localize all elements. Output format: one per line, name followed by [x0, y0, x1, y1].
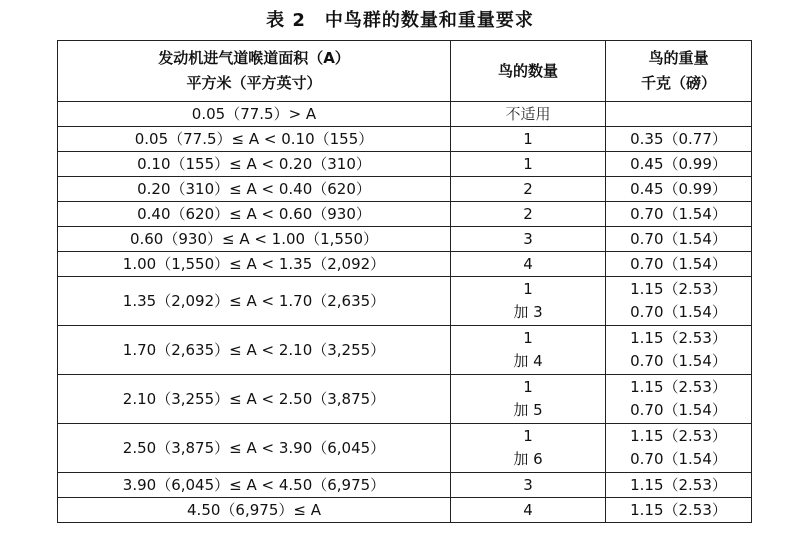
area-cell: 4.50（6,975）≤ A	[58, 498, 451, 523]
count-cell	[451, 152, 606, 177]
weight-cell	[606, 127, 752, 152]
count-value: 1	[523, 378, 533, 396]
table-row	[58, 252, 752, 277]
area-cell: 1.00（1,550）≤ A < 1.35（2,092）	[58, 252, 451, 277]
weight-value: 0.70（1.54）	[630, 229, 727, 248]
area-cell: 1.70（2,635）≤ A < 2.10（3,255）	[58, 326, 451, 375]
weight-value: 1.15（2.53）	[630, 329, 727, 347]
header-count-label: 鸟的数量	[497, 61, 558, 80]
header-area-line1: 发动机进气道喉道面积（A）	[158, 49, 350, 67]
area-cell: 3.90（6,045）≤ A < 4.50（6,975）	[58, 473, 451, 498]
area-cell: 2.50（3,875）≤ A < 3.90（6,045）	[58, 424, 451, 473]
count-value: 1	[523, 280, 533, 298]
weight-cell	[606, 227, 752, 252]
weight-value: 1.15（2.53）	[630, 427, 727, 445]
weight-cell	[606, 277, 752, 326]
weight-cell	[606, 177, 752, 202]
count-value: 1	[523, 129, 533, 148]
table-row	[58, 498, 752, 523]
count-value: 2	[523, 204, 533, 223]
weight-value: 0.70（1.54）	[630, 450, 727, 468]
count-value: 4	[523, 254, 533, 273]
count-value: 加 4	[513, 352, 543, 370]
count-cell	[451, 177, 606, 202]
table-row	[58, 473, 752, 498]
table-body	[58, 102, 752, 523]
table-row	[58, 152, 752, 177]
weight-value: 0.70（1.54）	[630, 303, 727, 321]
count-value: 3	[523, 229, 533, 248]
header-weight	[606, 41, 752, 102]
area-cell: 1.35（2,092）≤ A < 1.70（2,635）	[58, 277, 451, 326]
count-cell	[451, 102, 606, 127]
header-weight-line2: 千克（磅）	[640, 74, 716, 92]
bird-flock-table	[57, 40, 752, 523]
weight-cell	[606, 326, 752, 375]
weight-value: 0.70（1.54）	[630, 204, 727, 223]
count-value: 1	[523, 154, 533, 173]
weight-value: 0.35（0.77）	[630, 129, 727, 148]
count-value: 3	[523, 475, 533, 494]
count-value: 不适用	[505, 104, 551, 123]
weight-value: 0.45（0.99）	[630, 179, 727, 198]
table-row	[58, 375, 752, 424]
area-cell: 0.05（77.5）> A	[58, 102, 451, 127]
header-row	[58, 41, 752, 102]
weight-value: 0.70（1.54）	[630, 401, 727, 419]
table-row	[58, 277, 752, 326]
count-value: 2	[523, 179, 533, 198]
weight-value: 0.45（0.99）	[630, 154, 727, 173]
header-area-line2: 平方米（平方英寸）	[186, 74, 322, 92]
count-cell	[451, 252, 606, 277]
weight-cell	[606, 202, 752, 227]
count-cell	[451, 326, 606, 375]
weight-value: 0.70（1.54）	[630, 352, 727, 370]
weight-cell	[606, 473, 752, 498]
weight-value: 1.15（2.53）	[630, 378, 727, 396]
weight-cell	[606, 375, 752, 424]
weight-cell	[606, 102, 752, 127]
weight-value: 1.15（2.53）	[630, 280, 727, 298]
count-value: 加 3	[513, 303, 543, 321]
area-cell: 0.10（155）≤ A < 0.20（310）	[58, 152, 451, 177]
count-cell	[451, 424, 606, 473]
count-cell	[451, 202, 606, 227]
weight-value: 0.70（1.54）	[630, 254, 727, 273]
table-row	[58, 326, 752, 375]
area-cell: 0.60（930）≤ A < 1.00（1,550）	[58, 227, 451, 252]
weight-cell	[606, 498, 752, 523]
table-title: 表 2 中鸟群的数量和重量要求	[266, 10, 534, 31]
area-cell: 0.20（310）≤ A < 0.40（620）	[58, 177, 451, 202]
table-row	[58, 227, 752, 252]
count-cell	[451, 498, 606, 523]
weight-cell	[606, 152, 752, 177]
count-cell	[451, 277, 606, 326]
weight-value: 1.15（2.53）	[630, 500, 727, 519]
area-cell: 0.40（620）≤ A < 0.60（930）	[58, 202, 451, 227]
count-value: 1	[523, 329, 533, 347]
count-cell	[451, 473, 606, 498]
count-cell	[451, 375, 606, 424]
count-value: 4	[523, 500, 533, 519]
count-cell	[451, 127, 606, 152]
table-row	[58, 127, 752, 152]
header-weight-line1: 鸟的重量	[648, 49, 709, 67]
table-row	[58, 102, 752, 127]
count-value: 1	[523, 427, 533, 445]
count-value: 加 5	[513, 401, 543, 419]
count-value: 加 6	[513, 450, 543, 468]
table-row	[58, 424, 752, 473]
table-row	[58, 202, 752, 227]
count-cell	[451, 227, 606, 252]
weight-cell	[606, 252, 752, 277]
weight-cell	[606, 424, 752, 473]
header-count	[451, 41, 606, 102]
table-row	[58, 177, 752, 202]
header-area	[58, 41, 451, 102]
area-cell: 0.05（77.5）≤ A < 0.10（155）	[58, 127, 451, 152]
area-cell: 2.10（3,255）≤ A < 2.50（3,875）	[58, 375, 451, 424]
weight-value: 1.15（2.53）	[630, 475, 727, 494]
